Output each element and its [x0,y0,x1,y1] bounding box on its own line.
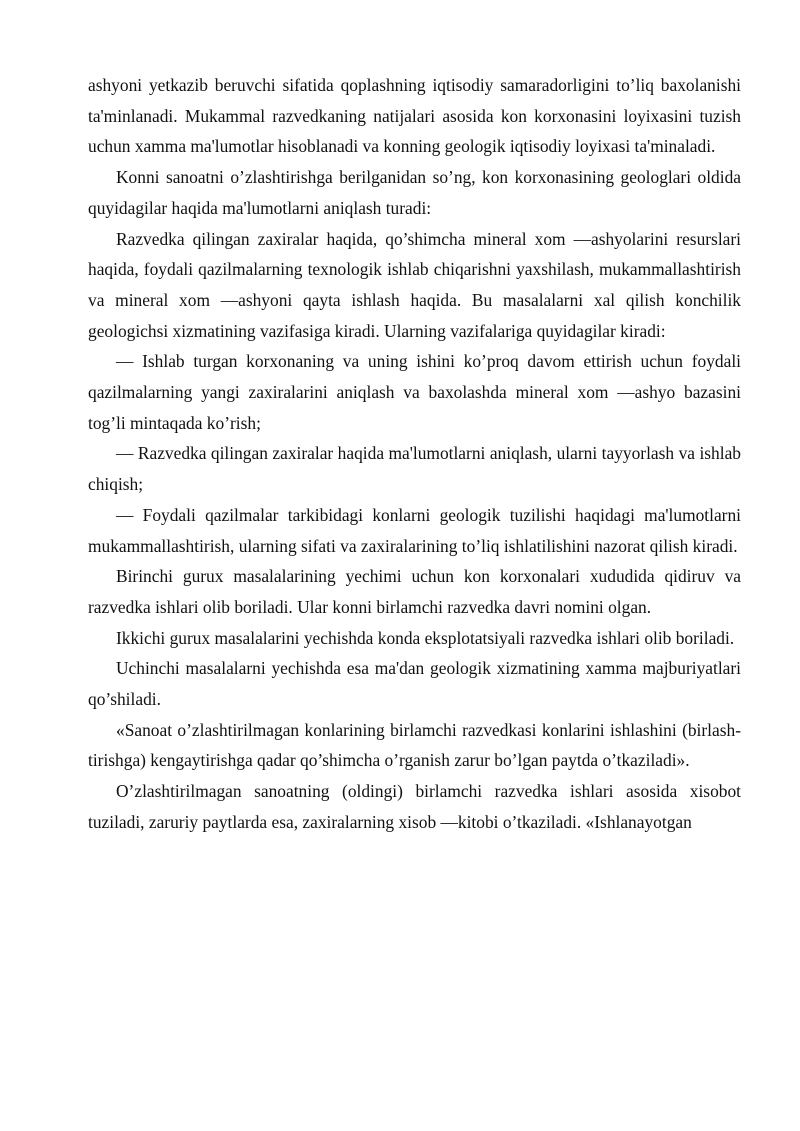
paragraph: Uchinchi masalalarni yechishda esa ma'dan geologik xizmatining xamma majburiyatlari qo’shiladi. [88,658,741,710]
paragraph-quote: «Sanoat o’zlashtirilmagan konlarining birlamchi razvedkasi konlarini ishlashini (birlash-tirishga) kengaytirishga qadar qo’shimcha o’rganish zarur bo’lgan paytda o’tkaziladi». [88,719,741,771]
paragraph: Razvedka qilingan zaxiralar haqida, qo’shimcha mineral xom —ashyolarini resurslari haqida, foydali qazilmalarning texnologik ishlab chiqarishni yaxshilash, mukammallashtirish va mineral xom —ashyoni qayta ishlash haqida. Bu masalalarni xal qilish konchilik geologichsi xizmatining vazifasiga kiradi. Ularning vazifalariga quyidagilar kiradi: [88,228,741,341]
paragraph: Konni sanoatni o’zlashtirishga berilganidan so’ng, kon korxonasining geologlari oldida quyidagilar haqida ma'lumotlarni aniqlash turadi: [88,167,741,218]
paragraph-continuation: ashyoni yetkazib beruvchi sifatida qoplashning iqtisodiy samaradorligini to’liq baxolanishi ta'minlanadi. Mukammal razvedkaning natijalari asosida kon korxonasini loyixasini tuzish uchun xamma ma'lumotlar hisoblanadi va konning geologik iqtisodiy loyixasi ta'minaladi. [88,75,741,157]
paragraph: O’zlashtirilmagan sanoatning (oldingi) birlamchi razvedka ishlari asosida xisobot tuziladi, zaruriy paytlarda esa, zaxiralarning xisob —kitobi o’tkaziladi. «Ishlanayotgan [88,781,741,832]
list-item: — Razvedka qilingan zaxiralar haqida ma'lumotlarni aniqlash, ularni tayyorlash va ishlab chiqish; [88,443,741,495]
list-item: — Foydali qazilmalar tarkibidagi konlarni geologik tuzilishi haqidagi ma'lumotlarni mukammallashtirish, ularning sifati va zaxiralarining to’liq ishlatilishini nazorat qilish kiradi. [88,504,741,556]
document-page [88,70,741,838]
paragraph: Birinchi gurux masalalarining yechimi uchun kon korxonalari xududida qidiruv va razvedka ishlari olib boriladi. Ular konni birlamchi razvedka davri nomini olgan. [88,566,741,617]
list-item: — Ishlab turgan korxonaning va uning ishini ko’proq davom ettirish uchun foydali qazilmalarning yangi zaxiralarini aniqlash va baxolashda mineral xom —ashyo bazasini tog’li mintaqada ko’rish; [88,351,741,433]
paragraph: Ikkichi gurux masalalarini yechishda konda eksplotatsiyali razvedka ishlari olib boriladi. [116,627,735,648]
